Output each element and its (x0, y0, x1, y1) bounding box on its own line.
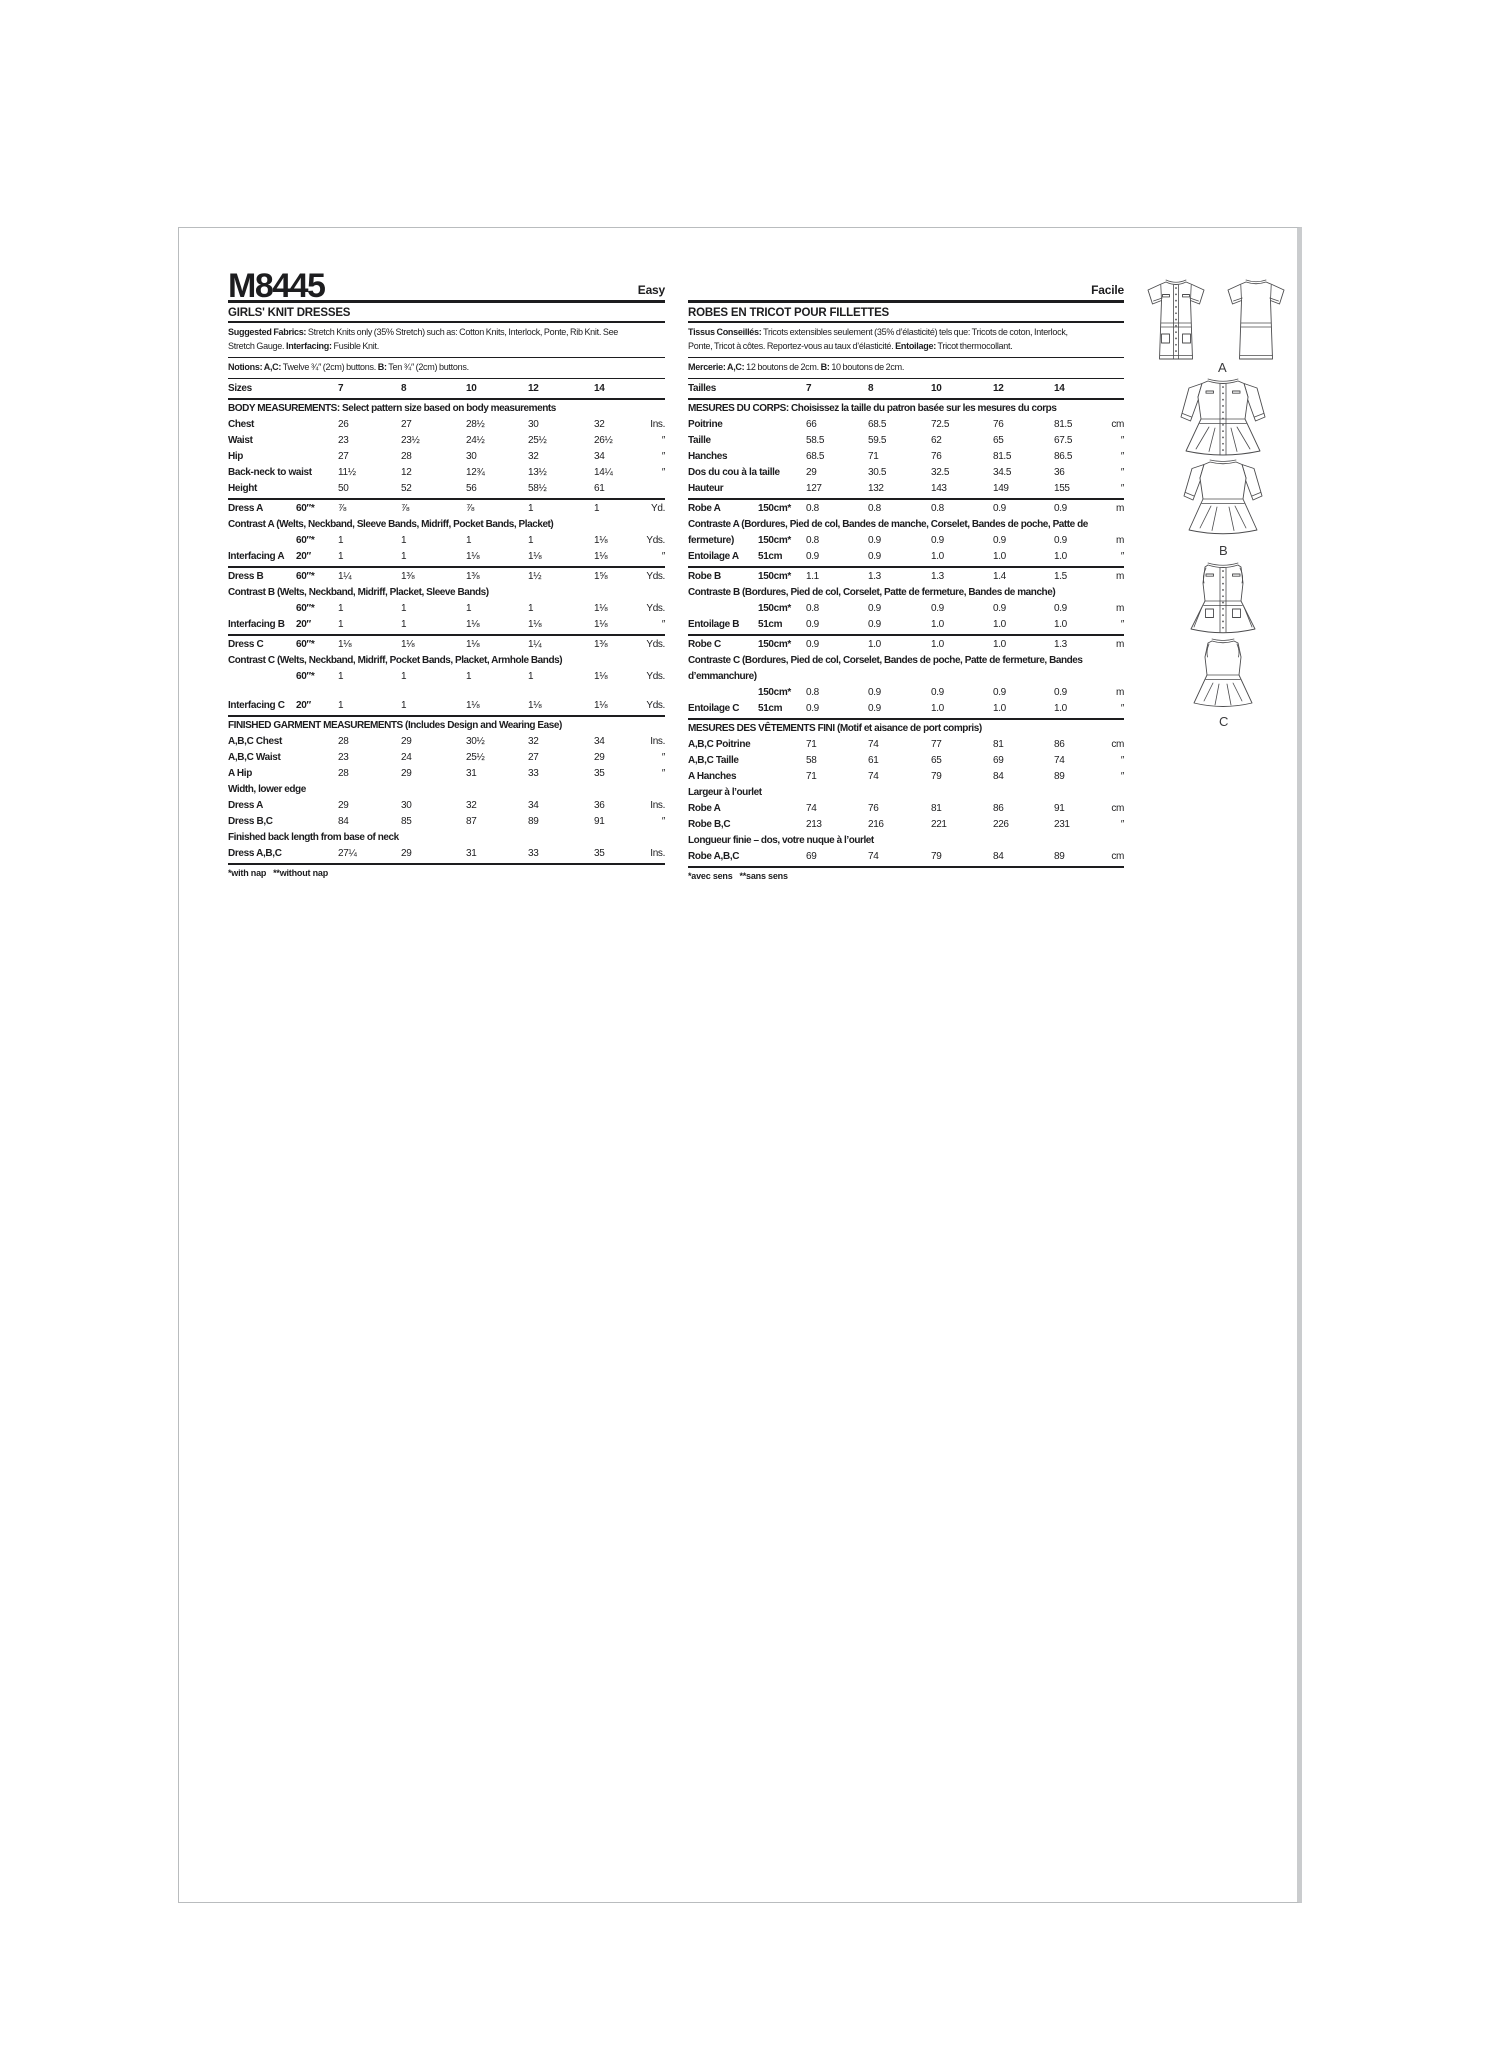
measurement-row: A Hip 28 29 31 33 35 ″ (228, 767, 665, 779)
measurement-row: Robe C 150cm* 0.9 1.0 1.0 1.0 1.3 m (688, 638, 1124, 650)
views-drawing (1136, 271, 1312, 733)
view-b-front-illustration (1181, 379, 1265, 455)
measurement-row: Dress B,C 84 85 87 89 91 ″ (228, 815, 665, 827)
section-heading-row: MESURES DES VÊTEMENTS FINI (Motif et aisance de port compris) (688, 722, 982, 734)
french-column (688, 264, 1124, 881)
english-masthead (228, 264, 665, 303)
section-heading-row: d’emmanchure) (688, 670, 757, 682)
pattern-number: M8445 (228, 267, 325, 305)
measurement-row: Entoilage A 51cm 0.9 0.9 1.0 1.0 1.0 ″ (688, 550, 1124, 562)
table-gap-row (228, 684, 665, 697)
english-size-table (228, 380, 665, 865)
measurement-row: 150cm* 0.8 0.9 0.9 0.9 0.9 m (758, 602, 1124, 614)
section-heading-row: Contraste B (Bordures, Pied de col, Corselet, Patte de fermeture, Bandes de manche) (688, 586, 1056, 598)
measurement-row: Interfacing C 20″ 1 1 1⅛ 1⅛ 1⅛ Yds. (228, 699, 665, 711)
french-footnote: *avec sens **sans sens (688, 871, 788, 881)
measurement-row: Hauteur 127 132 143 149 155 ″ (688, 482, 1124, 494)
measurement-row: Hanches 68.5 71 76 81.5 86.5 ″ (688, 450, 1124, 462)
section-heading-row: Contrast B (Welts, Neckband, Midriff, Placket, Sleeve Bands) (228, 586, 489, 598)
measurement-row: Height 50 52 56 58½ 61 (228, 482, 605, 494)
section-heading-row: BODY MEASUREMENTS: Select pattern size based on body measurements (228, 402, 556, 414)
section-heading-row: Longueur finie – dos, votre nuque à l’ourlet (688, 834, 874, 846)
table-rule-row (688, 864, 1124, 868)
measurement-row: Robe A 150cm* 0.8 0.8 0.8 0.9 0.9 m (688, 502, 1124, 514)
pattern-envelope-back-page (178, 227, 1302, 1903)
measurement-row: 150cm* 0.8 0.9 0.9 0.9 0.9 m (758, 686, 1124, 698)
difficulty-label-english: Easy (637, 283, 665, 297)
english-fabrics-paragraph: Suggested Fabrics: Stretch Knits only (35% Stretch) such as: Cotton Knits, Interlock, Ponte, Rib Knit. See Stretch Gauge. Interfacing: Fusible Knit. (228, 323, 665, 358)
english-title: GIRLS' KNIT DRESSES (228, 303, 665, 323)
section-heading-row: Contraste A (Bordures, Pied de col, Bandes de manche, Corselet, Bandes de poche, Patte de (688, 518, 1088, 530)
measurement-row: Poitrine 66 68.5 72.5 76 81.5 cm (688, 418, 1124, 430)
measurement-row: 60″* 1 1 1 1 1⅛ Yds. (296, 602, 665, 614)
view-a-back-illustration (1228, 280, 1284, 359)
measurement-row: Robe B,C 213 216 221 226 231 ″ (688, 818, 1124, 830)
measurement-row: Dress A,B,C 27¼ 29 31 33 35 Ins. (228, 847, 665, 859)
french-fabrics-paragraph: Tissus Conseillés: Tricots extensibles seulement (35% d’élasticité) tels que: Tricots de coton, Interlock, Ponte, Tricot à côtes. Reportez-vous au taux d’élasticité. Entoilage: Tricot thermocollant. (688, 323, 1124, 358)
measurement-row: Interfacing A 20″ 1 1 1⅛ 1⅛ 1⅛ ″ (228, 550, 665, 562)
measurement-row: A,B,C Chest 28 29 30½ 32 34 Ins. (228, 735, 665, 747)
sizes-header-row: Sizes 7 8 10 12 14 (228, 382, 605, 394)
measurement-row: Taille 58.5 59.5 62 65 67.5 ″ (688, 434, 1124, 446)
difficulty-label-french: Facile (1091, 283, 1124, 297)
section-heading-row: Finished back length from base of neck (228, 831, 399, 843)
sizes-header-row: Tailles 7 8 10 12 14 (688, 382, 1065, 394)
measurement-row: Entoilage B 51cm 0.9 0.9 1.0 1.0 1.0 ″ (688, 618, 1124, 630)
view-a-label: A (1218, 360, 1228, 375)
french-notions-paragraph: Mercerie: A,C: 12 boutons de 2cm. B: 10 boutons de 2cm. (688, 358, 1124, 379)
measurement-row: Entoilage C 51cm 0.9 0.9 1.0 1.0 1.0 ″ (688, 702, 1124, 714)
measurement-row: Dress C 60″* 1⅛ 1⅛ 1⅛ 1¼ 1⅜ Yds. (228, 638, 665, 650)
measurement-row: A,B,C Waist 23 24 25½ 27 29 ″ (228, 751, 665, 763)
view-c-label: C (1219, 714, 1230, 729)
section-heading-row: Contrast A (Welts, Neckband, Sleeve Bands, Midriff, Pocket Bands, Placket) (228, 518, 554, 530)
measurement-row: Waist 23 23½ 24½ 25½ 26½ ″ (228, 434, 665, 446)
section-heading-row: MESURES DU CORPS: Choisissez la taille du patron basée sur les mesures du corps (688, 402, 1057, 414)
measurement-row: Interfacing B 20″ 1 1 1⅛ 1⅛ 1⅛ ″ (228, 618, 665, 630)
measurement-row: Chest 26 27 28½ 30 32 Ins. (228, 418, 665, 430)
measurement-row: A,B,C Poitrine 71 74 77 81 86 cm (688, 738, 1124, 750)
measurement-row: A,B,C Taille 58 61 65 69 74 ″ (688, 754, 1124, 766)
measurement-row: Robe A,B,C 69 74 79 84 89 cm (688, 850, 1124, 862)
measurement-row: 60″* 1 1 1 1 1⅛ Yds. (296, 534, 665, 546)
measurement-row: Back-neck to waist 11½ 12 12¾ 13½ 14¼ ″ (228, 466, 665, 478)
section-heading-row: Width, lower edge (228, 783, 306, 795)
english-notions-paragraph: Notions: A,C: Twelve ¾″ (2cm) buttons. B: Ten ¾″ (2cm) buttons. (228, 358, 665, 379)
measurement-row: fermeture) 150cm* 0.8 0.9 0.9 0.9 0.9 m (688, 534, 1124, 546)
section-heading-row: Contraste C (Bordures, Pied de col, Corselet, Bandes de poche, Patte de fermeture, Bandes (688, 654, 1083, 666)
measurement-row: Robe B 150cm* 1.1 1.3 1.3 1.4 1.5 m (688, 570, 1124, 582)
garment-views-illustrations (1136, 271, 1312, 733)
view-b-label: B (1219, 543, 1229, 558)
measurement-row: Dos du cou à la taille 29 30.5 32.5 34.5 36 ″ (688, 466, 1124, 478)
measurement-row: Dress A 60″* ⅞ ⅞ ⅞ 1 1 Yd. (228, 502, 665, 514)
measurement-row: 60″* 1 1 1 1 1⅛ Yds. (296, 670, 665, 682)
french-size-table (688, 380, 1124, 868)
english-footnote: *with nap **without nap (228, 868, 328, 878)
french-masthead (688, 264, 1124, 303)
view-b-back-illustration (1184, 460, 1262, 534)
section-heading-row: Contrast C (Welts, Neckband, Midriff, Pocket Bands, Placket, Armhole Bands) (228, 654, 563, 666)
english-column (228, 264, 665, 878)
measurement-row: Hip 27 28 30 32 34 ″ (228, 450, 665, 462)
section-heading-row: Largeur à l’ourlet (688, 786, 762, 798)
measurement-row: Robe A 74 76 81 86 91 cm (688, 802, 1124, 814)
measurement-row: Dress A 29 30 32 34 36 Ins. (228, 799, 665, 811)
section-heading-row: FINISHED GARMENT MEASUREMENTS (Includes Design and Wearing Ease) (228, 719, 562, 731)
view-a-front-illustration (1148, 280, 1204, 359)
table-rule-row (228, 861, 665, 865)
measurement-row: A Hanches 71 74 79 84 89 ″ (688, 770, 1124, 782)
measurement-row: Dress B 60″* 1¼ 1⅜ 1⅜ 1½ 1⅝ Yds. (228, 570, 665, 582)
view-c-back-illustration (1194, 639, 1252, 707)
french-title: ROBES EN TRICOT POUR FILLETTES (688, 303, 1124, 323)
view-c-front-illustration (1191, 563, 1255, 633)
